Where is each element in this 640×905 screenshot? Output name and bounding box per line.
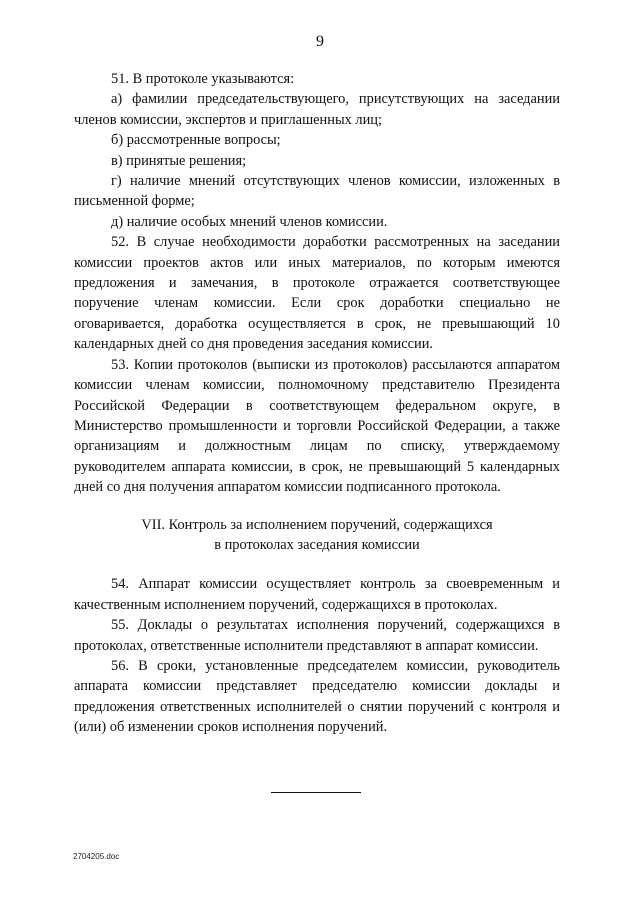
paragraph-51: 51. В протоколе указываются: — [111, 71, 295, 87]
section-heading-line-1: VII. Контроль за исполнением поручений, содержащихся — [141, 516, 493, 533]
paragraph-51d: д) наличие особых мнений членов комиссии. — [111, 213, 388, 230]
paragraph-51g: г) наличие мнений отсутствующих членов комиссии, изложенных в письменной форме; — [74, 173, 560, 210]
paragraph-55: 55. Доклады о результатах исполнения поручений, содержащихся в протоколах, ответственные исполнители представляют в аппарат комиссии. — [74, 617, 560, 654]
paragraph-51v: в) принятые решения; — [111, 152, 247, 169]
paragraph-51b: б) рассмотренные вопросы; — [111, 132, 281, 149]
page-number: 9 — [316, 33, 324, 50]
paragraph-56: 56. В сроки, установленные председателем комиссии, руководитель аппарата комиссии представляет председателю комиссии доклады и предложения ответственных исполнителей о снятии поручений с контроля и (или) об изменении сроков исполнения поручений. — [74, 657, 560, 736]
section-heading-line-2: в протоколах заседания комиссии — [214, 536, 420, 553]
end-divider-line — [271, 792, 361, 793]
paragraph-54: 54. Аппарат комиссии осуществляет контроль за своевременным и качественным исполнением поручений, содержащихся в протоколах. — [74, 576, 560, 613]
section-heading — [74, 515, 560, 556]
document-body — [74, 69, 560, 738]
paragraph-52: 52. В случае необходимости доработки рассмотренных на заседании комиссии проектов актов или иных материалов, по которым имеются предложения и замечания, в протоколе отражается соответствующее поручение членам комиссии. Если срок доработки специально не оговаривается, доработка осуществляется в срок, не превышающий 10 календарных дней со дня проведения заседания комиссии. — [74, 234, 560, 353]
paragraph-51a: а) фамилии председательствующего, присутствующих на заседании членов комиссии, экспертов и приглашенных лиц; — [74, 91, 560, 128]
footer-file-name: 2704205.doc — [73, 852, 120, 861]
paragraph-53: 53. Копии протоколов (выписки из протоколов) рассылаются аппаратом комиссии членам комиссии, полномочному представителю Президента Российской Федерации в соответствующем федеральном округе, в Министерство промышленности и торговли Российской Федерации, а также организациям и должностным лицам по списку, утверждаемому руководителем аппарата комиссии, в срок, не превышающий 5 календарных дней со дня получения аппаратом комиссии подписанного протокола. — [74, 356, 560, 496]
